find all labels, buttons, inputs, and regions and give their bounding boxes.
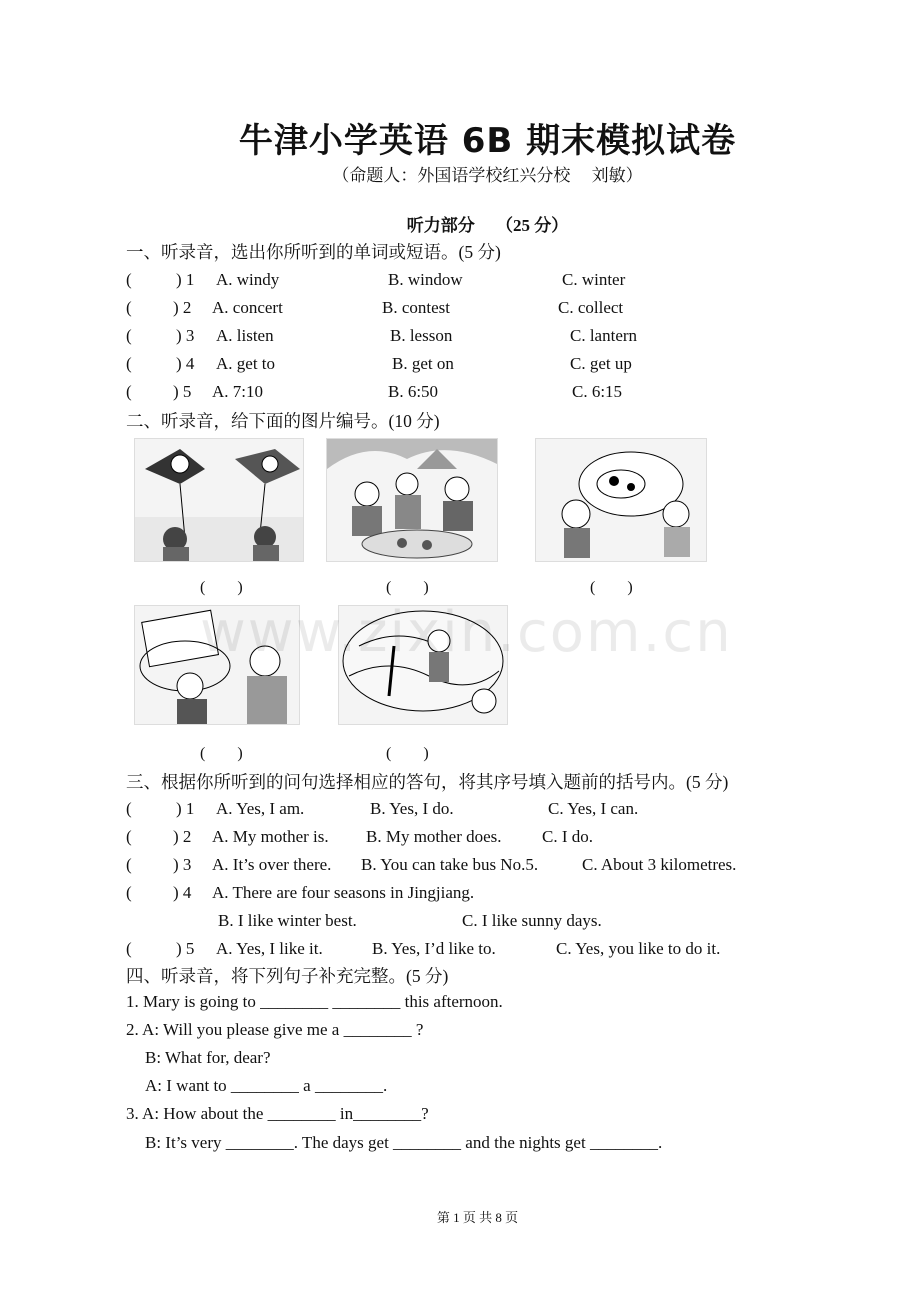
answer-blank[interactable]: ( ) — [386, 745, 429, 762]
kite-flying-picture — [134, 438, 304, 562]
section3-heading: 三、根据你所听到的问句选择相应的答句，将其序号填入题前的括号内。(5 分) — [126, 772, 729, 792]
option-b: B. contest — [382, 298, 450, 317]
answer-bracket-open: ( — [126, 270, 132, 289]
fill-line-2[interactable]: 2. A: Will you please give me a ________ ? — [126, 1020, 424, 1039]
option-b: B. My mother does. — [366, 827, 502, 846]
option-b: B. 6:50 — [388, 382, 439, 401]
option-a: A. 7:10 — [212, 382, 263, 401]
option-b: B. get on — [392, 354, 454, 373]
answer-bracket-open: ( — [126, 354, 132, 373]
answer-blank[interactable]: ( ) — [386, 579, 429, 596]
option-b: B. Yes, I do. — [370, 799, 454, 818]
option-c: C. lantern — [570, 326, 638, 345]
section2-heading: 二、听录音，给下面的图片编号。(10 分) — [126, 411, 440, 431]
section1-heading: 一、听录音，选出你所听到的单词或短语。(5 分) — [126, 242, 501, 262]
item-number: ) 4 — [176, 354, 195, 373]
option-a: A. Yes, I like it. — [216, 939, 323, 958]
option-c: C. collect — [558, 298, 624, 317]
answer-bracket-open: ( — [126, 326, 132, 345]
page-title: 牛津小学英语 6B 期末模拟试卷 — [238, 121, 737, 161]
option-a: A. windy — [216, 270, 280, 289]
part-label: 听力部分 （25 分） — [406, 216, 569, 235]
item-number: ) 5 — [176, 939, 195, 958]
item-number: ) 2 — [173, 827, 192, 846]
option-b: B. You can take bus No.5. — [361, 855, 539, 874]
option-a: A. concert — [212, 298, 283, 317]
option-a: A. get to — [216, 354, 276, 373]
picnic-picture — [326, 438, 498, 562]
fill-line-5[interactable]: 3. A: How about the ________ in________? — [126, 1104, 429, 1123]
answer-blank[interactable]: ( ) — [590, 579, 633, 596]
fill-line-4[interactable]: A: I want to ________ a ________. — [145, 1076, 388, 1095]
option-b: B. lesson — [390, 326, 453, 345]
answer-bracket-open: ( — [126, 799, 132, 818]
answer-blank[interactable]: ( ) — [200, 745, 243, 762]
option-c: C. winter — [562, 270, 626, 289]
option-b: B. I like winter best. — [218, 911, 357, 930]
page-subtitle: （命题人：外国语学校红兴分校 刘敏） — [332, 166, 643, 185]
option-a: A. listen — [216, 326, 274, 345]
watermark: www.zixin.com.cn — [200, 600, 733, 665]
item-number: ) 3 — [176, 326, 195, 345]
answer-bracket-open: ( — [126, 939, 132, 958]
answer-bracket-open: ( — [126, 883, 132, 902]
item-number: ) 1 — [176, 270, 195, 289]
page-footer: 第 1 页 共 8 页 — [436, 1210, 519, 1225]
option-c: C. Yes, you like to do it. — [556, 939, 721, 958]
answer-bracket-open: ( — [126, 855, 132, 874]
option-c: C. I like sunny days. — [462, 911, 602, 930]
option-a: A. There are four seasons in Jingjiang. — [212, 883, 475, 902]
item-number: ) 5 — [173, 382, 192, 401]
option-c: C. 6:15 — [572, 382, 623, 401]
option-a: A. It’s over there. — [212, 855, 332, 874]
item-number: ) 2 — [173, 298, 192, 317]
option-b: B. window — [388, 270, 463, 289]
item-number: ) 1 — [176, 799, 195, 818]
item-number: ) 4 — [173, 883, 192, 902]
fill-line-1[interactable]: 1. Mary is going to ________ ________ this afternoon. — [126, 992, 503, 1011]
option-c: C. get up — [570, 354, 632, 373]
answer-bracket-open: ( — [126, 827, 132, 846]
answer-blank[interactable]: ( ) — [200, 579, 243, 596]
dialogue-line: B: What for, dear? — [145, 1048, 271, 1067]
answer-bracket-open: ( — [126, 298, 132, 317]
option-b: B. Yes, I’d like to. — [372, 939, 496, 958]
answer-bracket-open: ( — [126, 382, 132, 401]
option-c: C. About 3 kilometres. — [582, 855, 737, 874]
option-a: A. My mother is. — [212, 827, 329, 846]
section4-heading: 四、听录音，将下列句子补充完整。(5 分) — [126, 966, 449, 986]
item-number: ) 3 — [173, 855, 192, 874]
cow-talk-picture — [535, 438, 707, 562]
fill-line-6[interactable]: B: It’s very ________. The days get ________ and the nights get ________. — [145, 1133, 663, 1152]
option-a: A. Yes, I am. — [216, 799, 305, 818]
option-c: C. Yes, I can. — [548, 799, 639, 818]
option-c: C. I do. — [542, 827, 593, 846]
